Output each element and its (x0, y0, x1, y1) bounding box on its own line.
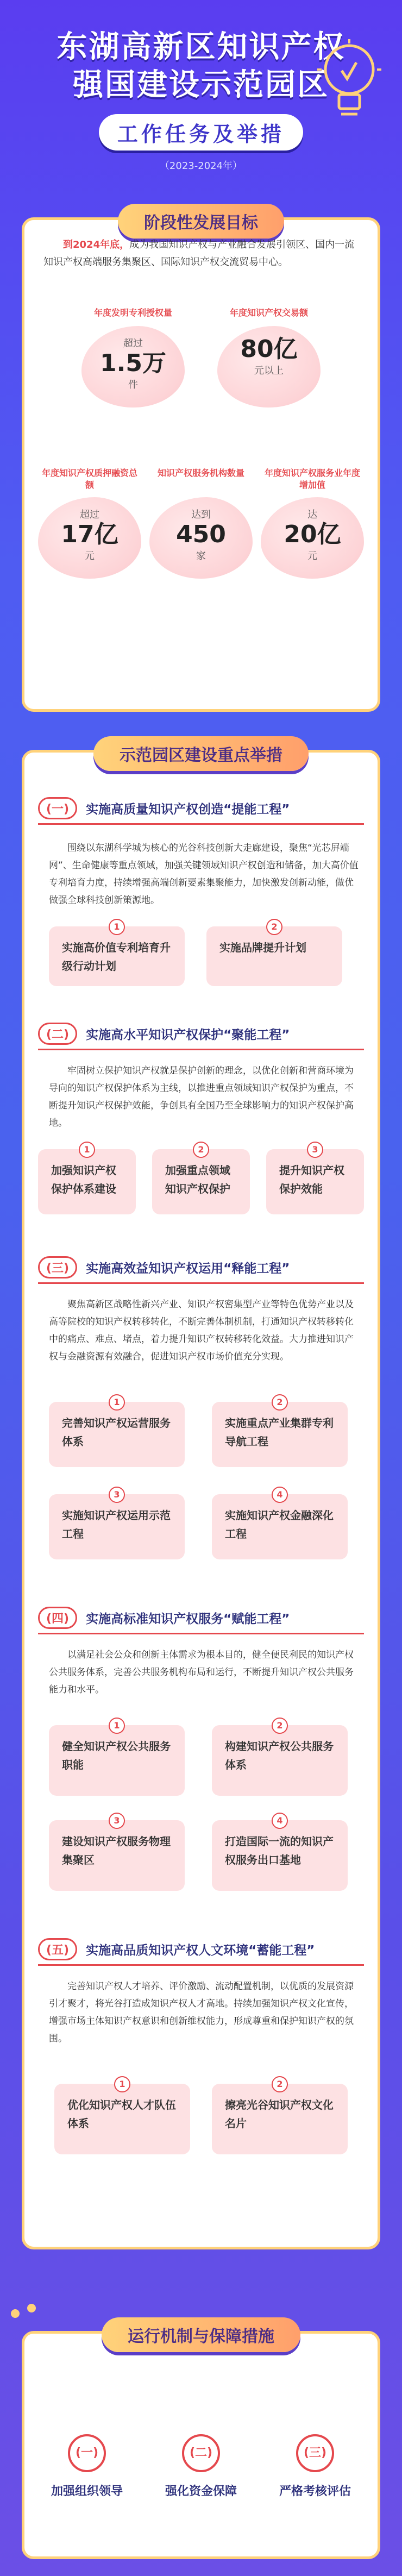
intro-text: 成为我国知识产权与产业融合发展引领区、国内一流知识产权高端服务集聚区、国际知识产权交流贸易中心。 (43, 239, 355, 268)
card-text: 加强知识产权保护体系建设 (51, 1164, 116, 1195)
card-index: 1 (109, 1718, 125, 1734)
measure-card (38, 1144, 136, 1214)
target-label: 年度发明专利授权量 (93, 308, 172, 318)
card-text: 构建知识产权公共服务体系 (225, 1740, 334, 1771)
measure-card (49, 1720, 185, 1796)
tasks-section-tag: 示范园区建设重点举措 (93, 736, 309, 771)
section-title: 实施高效益知识产权运用“释能工程” (86, 1261, 290, 1276)
section-number: (四) (38, 1607, 77, 1629)
target-value: 20亿 (284, 521, 341, 548)
target-unit: 件 (128, 379, 138, 391)
card-text: 实施品牌提升计划 (219, 941, 306, 954)
section-number: (二) (38, 1023, 77, 1045)
target-blob (38, 497, 141, 579)
card-text: 实施高价值专利培育升级行动计划 (62, 941, 171, 973)
measure-card (212, 2079, 348, 2154)
measure-card (206, 922, 342, 986)
card-text: 提升知识产权保护效能 (279, 1164, 344, 1195)
target-label: 年度知识产权交易额 (229, 308, 308, 318)
title-line-1: 东湖高新区知识产权 (56, 29, 346, 65)
mechanism-item (152, 2434, 250, 2499)
measure-card (54, 2079, 190, 2154)
mechanism-label: 强化资金保障 (165, 2485, 237, 2498)
card-text: 健全知识产权公共服务职能 (62, 1740, 171, 1771)
target-value: 80亿 (240, 335, 298, 363)
measure-card (212, 1720, 348, 1796)
section-title: 实施高品质知识产权人文环境“蓄能工程” (86, 1943, 315, 1958)
card-index: 2 (193, 1142, 209, 1158)
section-title: 实施高质量知识产权创造“提能工程” (86, 802, 290, 817)
target-prefix: 达到 (191, 509, 211, 521)
target-value: 1.5万 (100, 349, 166, 377)
target-blob (149, 497, 253, 579)
target-prefix: 超过 (123, 338, 143, 349)
card-index: 1 (109, 919, 125, 935)
section-header (38, 1606, 290, 1629)
target-unit: 元 (85, 550, 95, 562)
card-text: 打造国际一流的知识产权服务出口基地 (225, 1835, 334, 1866)
target-prefix: 达 (307, 509, 317, 521)
section-divider (38, 1964, 364, 1966)
lightbulb-icon (317, 38, 381, 125)
section-divider (38, 1049, 364, 1050)
mechanism-number: (二) (182, 2434, 220, 2472)
target-unit: 元 (307, 550, 317, 562)
card-text: 实施知识产权金融深化工程 (225, 1509, 334, 1540)
title-line-2: 强国建设示范园区 (73, 67, 329, 103)
card-index: 4 (272, 1487, 288, 1503)
card-index: 3 (307, 1142, 323, 1158)
target-label: 年度知识产权质押融资总额 (41, 468, 137, 490)
mechanism-item (266, 2434, 364, 2499)
measure-card (49, 1489, 185, 1559)
card-text: 建设知识产权服务物理集聚区 (62, 1835, 171, 1866)
target-value: 17亿 (61, 521, 118, 548)
section-number: (一) (38, 797, 77, 819)
section-paragraph: 牢固树立保护知识产权就是保护创新的理念，以优化创新和营商环境为导向的知识产权保护体系为主线，以推进重点领域知识产权保护为重点，不断提升知识产权保护效能，争创具有全国乃至全球影响力的知识产权保护高地。 (49, 1066, 354, 1129)
measure-card (152, 1144, 250, 1214)
target-blob (81, 326, 185, 408)
goals-panel (22, 217, 380, 712)
card-text: 擦亮光谷知识产权文化名片 (225, 2098, 334, 2130)
measure-card (49, 1815, 185, 1891)
target-unit: 家 (196, 550, 206, 562)
section-divider (38, 823, 364, 825)
section-paragraph: 以满足社会公众和创新主体需求为根本目的，健全便民利民的知识产权公共服务体系，完善公共服务机构布局和运行，不断提升知识产权公共服务能力和水平。 (49, 1650, 354, 1695)
section-paragraph: 围绕以东湖科学城为核心的光谷科技创新大走廊建设，聚焦“光芯屏端网”、生命健康等重点领域，加强关键领域知识产权创造和储备，加大高价值专利培育力度，持续增强高端创新要素集聚能力，加快激发创新动能，做优做强全球科技创新策源地。 (49, 843, 359, 906)
goals-intro (43, 236, 359, 271)
section-title: 实施高标准知识产权服务“赋能工程” (86, 1612, 290, 1626)
card-index: 1 (79, 1142, 95, 1158)
section-number: (三) (38, 1256, 77, 1278)
section-divider (38, 1282, 364, 1284)
target-unit: 元以上 (254, 365, 284, 377)
card-index: 1 (109, 1394, 125, 1411)
card-index: 2 (272, 1718, 288, 1734)
measure-card (49, 922, 185, 986)
card-index: 2 (266, 919, 282, 935)
card-index: 2 (272, 2076, 288, 2092)
intro-lead: 到2024年底， (63, 239, 130, 250)
mechanism-label: 严格考核评估 (279, 2485, 351, 2498)
hero-header (0, 0, 402, 193)
section-paragraph: 完善知识产权人才培养、评价激励、流动配置机制，以优质的发展资源引才聚才，将光谷打造成知识产权人才高地。持续加强知识产权文化宣传，增强市场主体知识产权意识和创新维权能力，形成尊重和保护知识产权的氛围。 (49, 1981, 354, 2044)
card-index: 4 (272, 1813, 288, 1829)
measure-card (212, 1397, 348, 1467)
card-index: 3 (109, 1487, 125, 1503)
card-index: 3 (109, 1813, 125, 1829)
card-text: 加强重点领域知识产权保护 (165, 1164, 230, 1195)
target-blob (217, 326, 321, 408)
measure-card (266, 1144, 364, 1214)
section-header (38, 796, 290, 820)
measure-card (212, 1815, 348, 1891)
section-paragraph: 聚焦高新区战略性新兴产业、知识产权密集型产业等特色优势产业以及高等院校的知识产权转移转化，不断完善体制机制，打通知识产权转移转化中的痛点、难点、堵点，着力提升知识产权转移转化效益。大力推进知识产权与金融资源有效融合，促进知识产权市场价值充分实现。 (49, 1299, 354, 1362)
card-index: 2 (272, 1394, 288, 1411)
section-number: (五) (38, 1938, 77, 1960)
year-range: （2023-2024年） (159, 160, 243, 172)
section-divider (38, 1633, 364, 1634)
measure-card (49, 1397, 185, 1467)
subtitle-badge: 工作任务及举措 (99, 114, 303, 151)
card-text: 优化知识产权人才队伍体系 (67, 2098, 176, 2130)
decor-dot (27, 2304, 36, 2312)
goals-section-tag: 阶段性发展目标 (118, 204, 284, 239)
card-text: 实施知识产权运用示范工程 (62, 1509, 171, 1540)
mechanism-number: (三) (296, 2434, 334, 2472)
section-header (38, 1937, 315, 1961)
target-value: 450 (176, 521, 226, 548)
target-blob (261, 497, 364, 579)
target-label: 知识产权服务机构数量 (157, 468, 244, 478)
mechanism-section-tag: 运行机制与保障措施 (102, 2317, 300, 2352)
measure-card (212, 1489, 348, 1559)
section-header (38, 1255, 290, 1279)
mechanism-item (38, 2434, 136, 2499)
mechanism-number: (一) (68, 2434, 106, 2472)
card-text: 完善知识产权运营服务体系 (62, 1417, 171, 1448)
target-prefix: 超过 (80, 509, 99, 521)
card-index: 1 (114, 2076, 130, 2092)
target-label: 年度知识产权服务业年度增加值 (264, 468, 360, 490)
mechanism-label: 加强组织领导 (51, 2485, 123, 2498)
section-header (38, 1021, 290, 1045)
decor-dot (11, 2309, 20, 2318)
section-title: 实施高水平知识产权保护“聚能工程” (86, 1027, 290, 1042)
card-text: 实施重点产业集群专利导航工程 (225, 1417, 334, 1448)
